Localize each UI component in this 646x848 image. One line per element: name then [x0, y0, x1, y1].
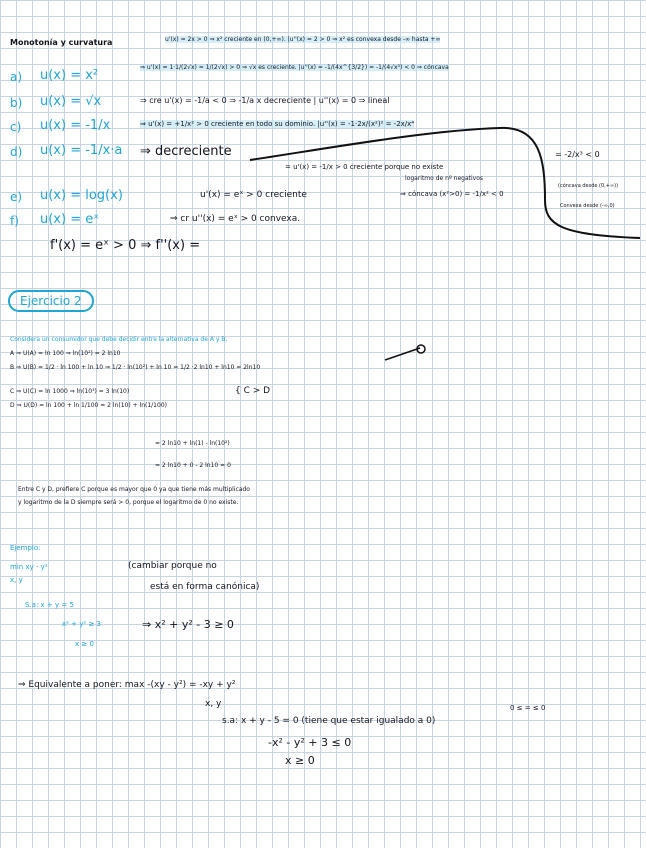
item-f-label: f) — [10, 214, 19, 228]
example-vars: x, y — [10, 576, 23, 584]
item-c-work: ⇒ u'(x) = +1/x² > 0 creciente en todo su dominio. |u''(x) = -1·2x/(x²)² = -2x/x⁴ — [140, 120, 415, 128]
arrow-stroke — [385, 348, 420, 360]
equivalent-constraint-3: x ≥ 0 — [285, 754, 315, 767]
example-constraint-1: S.a: x + y = 5 — [25, 601, 74, 609]
item-d-func: u(x) = -1/x·a — [40, 143, 123, 158]
exercise-line-d3: = 2 ln10 + 0 - 2 ln10 = 0 — [155, 462, 231, 469]
exercise-line-a: A ⇒ U(A) = ln 100 ⇒ ln(10²) = 2 ln10 — [10, 350, 121, 357]
item-e-func: u(x) = log(x) — [40, 188, 123, 203]
item-f-work: ⇒ cr u''(x) = eˣ > 0 convexa. — [170, 214, 301, 224]
item-a-work: ⇒ u'(x) = 1·1/(2√x) = 1/(2√x) > 0 ⇒ √x es creciente. |u''(x) = -1/(4x^{3/2}) = -1/(4√x³) < 0 ⇒ cóncava — [140, 64, 449, 71]
exercise-line-b: B ⇒ U(B) = 1/2 · ln 100 + ln 10 ⇒ 1/2 · ln(10²) + ln 10 = 1/2 ·2 ln10 + ln10 = 2ln10 — [10, 364, 261, 371]
item-d-label: d) — [10, 145, 23, 159]
item-e-label: e) — [10, 190, 23, 204]
exercise-line-c: C ⇒ U(C) = ln 1000 ⇒ ln(10³) = 3 ln(10) — [10, 388, 130, 395]
item-d-work: ⇒ decreciente — [140, 144, 232, 159]
item-c-func: u(x) = -1/x — [40, 118, 111, 133]
equivalent-constraint-2: -x² - y² + 3 ≤ 0 — [268, 736, 352, 749]
equivalent-line: ⇒ Equivalente a poner: max -(xy - y²) = -xy + y² — [18, 680, 236, 690]
item-e-work: u'(x) = eˣ > 0 creciente — [200, 190, 307, 200]
exercise-brace: { C > D — [235, 386, 271, 396]
item-f-func: u(x) = eˣ — [40, 212, 100, 227]
item-b-func: u(x) = √x — [40, 94, 102, 109]
extra-derivative-line: f'(x) = eˣ > 0 ⇒ f''(x) = — [50, 238, 201, 253]
side-note-2: ⇒ cóncava (x²>0) = -1/x² < 0 — [400, 190, 504, 198]
side-note-5: Convexa desde (-∞,0) — [560, 203, 615, 209]
example-constraint-3: x ≥ 0 — [75, 640, 94, 648]
exercise-conclusion-1: Entre C y D, prefiere C porque es mayor que 0 ya que tiene más multiplicado — [18, 486, 250, 493]
example-constraint-2b: ⇒ x² + y² - 3 ≥ 0 — [142, 618, 234, 631]
example-note-1: (cambiar porque no — [128, 561, 217, 571]
equivalent-vars: x, y — [205, 699, 222, 709]
example-title: Ejemplo: — [10, 544, 41, 552]
side-note-3: = -2/x³ < 0 — [555, 150, 600, 159]
example-constraint-2: x² + y² ≥ 3 — [62, 620, 101, 628]
item-b-label: b) — [10, 96, 23, 110]
header-note: u'(x) = 2x > 0 ⇒ x² creciente en (0,+∞). |u''(x) = 2 > 0 ⇒ x² es convexa desde -∞ hasta +∞ — [165, 36, 441, 43]
exercise-2-intro: Considera un consumidor que debe decidir entre la alternativa de A y B. — [10, 336, 228, 343]
exercise-conclusion-2: y logaritmo de la D siempre será > 0, porque el logaritmo de 0 no existe. — [18, 499, 239, 506]
item-a-func: u(x) = x² — [40, 68, 99, 83]
enclosing-curve-stroke — [250, 128, 640, 238]
side-note-4: (cóncava desde (0,+∞)) — [558, 183, 619, 189]
side-note-1b: logaritmo de nº negativos — [405, 175, 484, 182]
exercise-2-badge: Ejercicio 2 — [8, 290, 94, 312]
section-title: Monotonía y curvatura — [10, 38, 113, 47]
item-a-label: a) — [10, 70, 23, 84]
example-note-2: está en forma canónica) — [150, 582, 260, 592]
item-c-label: c) — [10, 120, 22, 134]
side-note-1: = u'(x) = -1/x > 0 creciente porque no existe — [285, 163, 444, 171]
example-objective: min xy - y² — [10, 563, 48, 571]
item-b-work: ⇒ cre u'(x) = -1/a < 0 ⇒ -1/a x decreciente | u''(x) = 0 ⇒ lineal — [140, 96, 390, 105]
exercise-line-d: D ⇒ U(D) = ln 100 + ln 1/100 = 2 ln(10) + ln(1/100) — [10, 402, 167, 409]
equivalent-constraint-note: 0 ≤ = ≤ 0 — [510, 704, 546, 712]
exercise-line-d2: = 2 ln10 + ln(1) - ln(10²) — [155, 440, 230, 447]
equivalent-constraint-1: s.a: x + y - 5 = 0 (tiene que estar igualado a 0) — [222, 716, 436, 726]
